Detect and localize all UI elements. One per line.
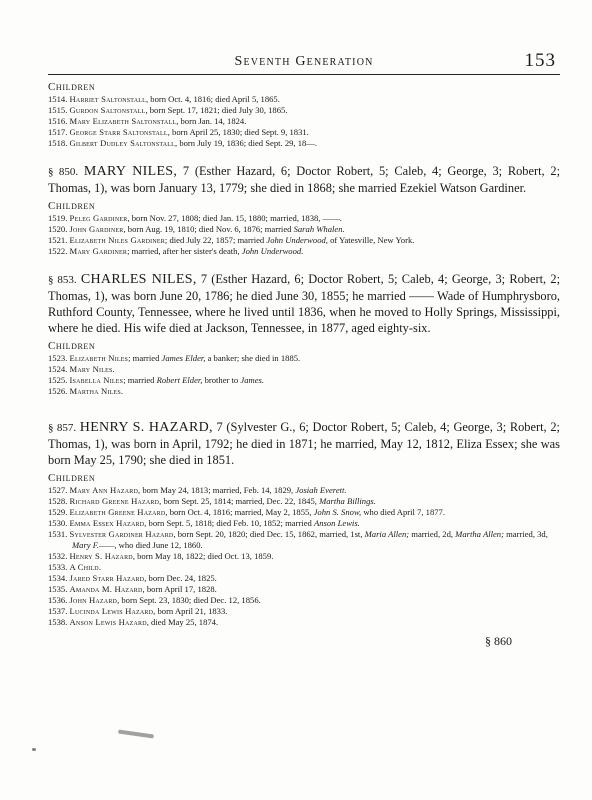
spouse-name: James Elder,	[161, 353, 206, 363]
page-number: 153	[524, 50, 556, 71]
child-entry	[48, 213, 560, 224]
spouse-name: James.	[240, 375, 264, 385]
child-entry	[48, 116, 560, 127]
child-details: , born Sept. 17, 1821; died July 30, 1865.	[145, 105, 288, 115]
child-details: , born May 18, 1822; died Oct. 13, 1859.	[132, 551, 274, 561]
child-number: 1529.	[48, 507, 68, 517]
spouse-name: John Underwood,	[266, 235, 328, 245]
child-name: Mary Niles	[69, 364, 113, 374]
child-details-cont: married, 3d,	[503, 529, 548, 539]
child-entry	[48, 138, 560, 149]
child-entry	[48, 127, 560, 138]
child-name: John Hazard	[69, 595, 118, 605]
child-name: Richard Greene Hazard	[69, 496, 160, 506]
page-content	[48, 81, 560, 628]
child-number: 1521.	[48, 235, 68, 245]
section-paragraph	[48, 419, 560, 468]
continuation-reference: § 860	[485, 634, 512, 648]
page-header-title: Seventh Generation	[234, 54, 374, 69]
child-number: 1537.	[48, 606, 68, 616]
child-entry	[48, 573, 560, 584]
child-number: 1534.	[48, 573, 68, 583]
child-entry	[48, 246, 560, 257]
child-number: 1515.	[48, 105, 68, 115]
child-entry	[48, 364, 560, 375]
child-entry	[48, 507, 560, 518]
child-details-cont: of Yatesville, New York.	[327, 235, 415, 245]
section-gap	[48, 257, 560, 271]
child-entry	[48, 584, 560, 595]
child-details: , born Nov. 27, 1808; died Jan. 15, 1880; married, 1838, ——.	[127, 213, 342, 223]
child-name: Henry S. Hazard	[69, 551, 133, 561]
child-number: 1528.	[48, 496, 68, 506]
section-gap	[48, 397, 560, 419]
child-details-cont: who died June 12, 1860.	[116, 540, 203, 550]
child-details: , born Aug. 19, 1810; died Nov. 6, 1876; married	[123, 224, 294, 234]
child-number: 1531.	[48, 529, 68, 539]
child-details: , died May 25, 1874.	[146, 617, 219, 627]
child-details: , born April 25, 1830; died Sept. 9, 1831.	[167, 127, 309, 137]
spouse-name: Maria Allen;	[364, 529, 410, 539]
child-details: , born Sept. 25, 1814; married, Dec. 22, 1845,	[159, 496, 320, 506]
child-number: 1519.	[48, 213, 68, 223]
ink-dot	[32, 748, 36, 751]
child-number: 1533.	[48, 562, 68, 572]
child-entry	[48, 235, 560, 246]
child-details: , born Dec. 24, 1825.	[144, 573, 217, 583]
children-heading: Children	[48, 340, 96, 352]
child-entry	[48, 617, 560, 628]
child-entry	[48, 105, 560, 116]
child-number: 1524.	[48, 364, 68, 374]
child-number: 1527.	[48, 485, 68, 495]
section-number: § 853.	[48, 274, 77, 286]
child-name: Isabella Niles	[69, 375, 124, 385]
child-number: 1517.	[48, 127, 68, 137]
child-details: , born Oct. 4, 1816; married, May 2, 1855,	[165, 507, 314, 517]
child-name: A Child	[69, 562, 99, 572]
child-name: Emma Essex Hazard	[69, 518, 145, 528]
child-details: , born Sept. 5, 1818; died Feb. 10, 1852; married	[144, 518, 314, 528]
child-name: Martha Niles	[69, 386, 121, 396]
child-entry	[48, 606, 560, 617]
section-person-name: MARY NILES,	[83, 164, 178, 179]
spouse-name: Martha Billings.	[319, 496, 376, 506]
child-number: 1523.	[48, 353, 68, 363]
spouse-name: Martha Allen;	[455, 529, 504, 539]
child-number: 1525.	[48, 375, 68, 385]
child-entry	[48, 496, 560, 507]
child-details: ; married	[128, 353, 162, 363]
child-name: Sylvester Gardiner Hazard	[69, 529, 174, 539]
child-name: George Starr Saltonstall	[69, 127, 168, 137]
child-name: Jared Starr Hazard	[69, 573, 145, 583]
child-details: , born Sept. 20, 1820; died Dec. 15, 1862, married, 1st,	[173, 529, 365, 539]
section-body-text: 7 (Esther Hazard, 6; Doctor Robert, 5; Caleb, 4; George, 3; Robert, 2; Thomas, 1), was born June 20, 1786; he died June 30, 1855; he married —— Wade of Humphrysboro, Ruthford County, Tennessee, where he lived until 1836, when he moved to Holly Springs, Mississippi, where he died. His wife died at Jackson, Tennessee, in 1877, aged eighty-six.	[48, 272, 561, 335]
spouse-name: Robert Elder,	[156, 375, 203, 385]
spouse-name: Josiah Everett.	[295, 485, 347, 495]
section-paragraph	[48, 163, 560, 196]
child-entry	[48, 224, 560, 235]
child-details: , born Oct. 4, 1816; died April 5, 1865.	[145, 94, 280, 104]
child-details: , born July 19, 1836; died Sept. 29, 18—.	[175, 138, 318, 148]
spouse-name: Sarah Whalen.	[293, 224, 345, 234]
child-number: 1532.	[48, 551, 68, 561]
child-name: Gurdon Saltonstall	[69, 105, 146, 115]
running-header	[48, 52, 560, 75]
child-entry	[48, 375, 560, 386]
section-number: § 857.	[48, 422, 77, 434]
child-details: , born Jan. 14, 1824.	[176, 116, 247, 126]
child-entry	[48, 562, 560, 573]
child-entry	[48, 529, 560, 551]
child-entry	[48, 551, 560, 562]
child-entry	[48, 595, 560, 606]
child-number: 1530.	[48, 518, 68, 528]
child-name: Anson Lewis Hazard	[69, 617, 147, 627]
child-details-cont: married, 2d,	[409, 529, 456, 539]
spouse-name: John S. Snow,	[313, 507, 362, 517]
child-details: .	[112, 364, 115, 374]
child-number: 1536.	[48, 595, 68, 605]
child-details: , born May 24, 1813; married, Feb. 14, 1829,	[138, 485, 296, 495]
children-heading: Children	[48, 81, 96, 93]
child-name: John Gardiner	[69, 224, 124, 234]
child-details: ; married, after her sister's death,	[127, 246, 242, 256]
child-details-cont: who died April 7, 1877.	[361, 507, 445, 517]
child-name: Mary Ann Hazard	[69, 485, 139, 495]
child-number: 1526.	[48, 386, 68, 396]
child-entry	[48, 94, 560, 105]
child-number: 1518.	[48, 138, 68, 148]
child-details-cont: a banker; she died in 1885.	[205, 353, 301, 363]
child-name: Elizabeth Greene Hazard	[69, 507, 166, 517]
child-name: Elizabeth Niles	[69, 353, 129, 363]
child-details: , born April 21, 1833.	[153, 606, 228, 616]
section-gap	[48, 149, 560, 163]
child-entry	[48, 386, 560, 397]
child-name: Elizabeth Niles Gardiner	[69, 235, 165, 245]
child-number: 1535.	[48, 584, 68, 594]
spouse-name: Anson Lewis.	[313, 518, 360, 528]
child-name: Harriet Saltonstall	[69, 94, 146, 104]
child-entry	[48, 485, 560, 496]
ink-smudge	[118, 730, 154, 739]
children-heading: Children	[48, 200, 96, 212]
child-details: .	[98, 562, 101, 572]
child-name: Gilbert Dudley Saltonstall	[69, 138, 176, 148]
child-details-cont: brother to	[202, 375, 241, 385]
child-number: 1522.	[48, 246, 68, 256]
child-name: Mary Gardiner	[69, 246, 128, 256]
section-person-name: CHARLES NILES,	[80, 272, 197, 287]
child-details: , born April 17, 1828.	[142, 584, 217, 594]
section-body-text: 7 (Sylvester G., 6; Doctor Robert, 5; Caleb, 4; George, 3; Robert, 2; Thomas, 1), was born in April, 1792; he died in 1871; he married, May 12, 1812, Eliza Essex; she was born May 25, 1790; she died in 1851.	[48, 420, 560, 467]
section-paragraph	[48, 271, 560, 336]
child-number: 1516.	[48, 116, 68, 126]
child-name: Peleg Gardiner	[69, 213, 128, 223]
child-entry	[48, 353, 560, 364]
child-name: Lucinda Lewis Hazard	[69, 606, 154, 616]
child-details: ; married	[123, 375, 157, 385]
spouse-name: John Underwood.	[241, 246, 304, 256]
section-number: § 850.	[48, 166, 79, 178]
child-number: 1514.	[48, 94, 68, 104]
child-entry	[48, 518, 560, 529]
child-name: Mary Elizabeth Saltonstall	[69, 116, 177, 126]
children-heading: Children	[48, 472, 96, 484]
section-body-text: 7 (Esther Hazard, 6; Doctor Robert, 5; Caleb, 4; George, 3; Robert, 2; Thomas, 1), was born January 13, 1779; she died in 1868; she married Ezekiel Watson Gardiner.	[48, 164, 561, 195]
spouse-name: Mary F.——,	[72, 540, 117, 550]
child-number: 1520.	[48, 224, 68, 234]
child-details: .	[120, 386, 124, 396]
page	[48, 52, 560, 628]
child-details: , born Sept. 23, 1830; died Dec. 12, 1856.	[117, 595, 261, 605]
child-name: Amanda M. Hazard	[69, 584, 143, 594]
section-person-name: HENRY S. HAZARD,	[79, 420, 213, 435]
child-details: ; died July 22, 1857; married	[164, 235, 267, 245]
child-number: 1538.	[48, 617, 68, 627]
